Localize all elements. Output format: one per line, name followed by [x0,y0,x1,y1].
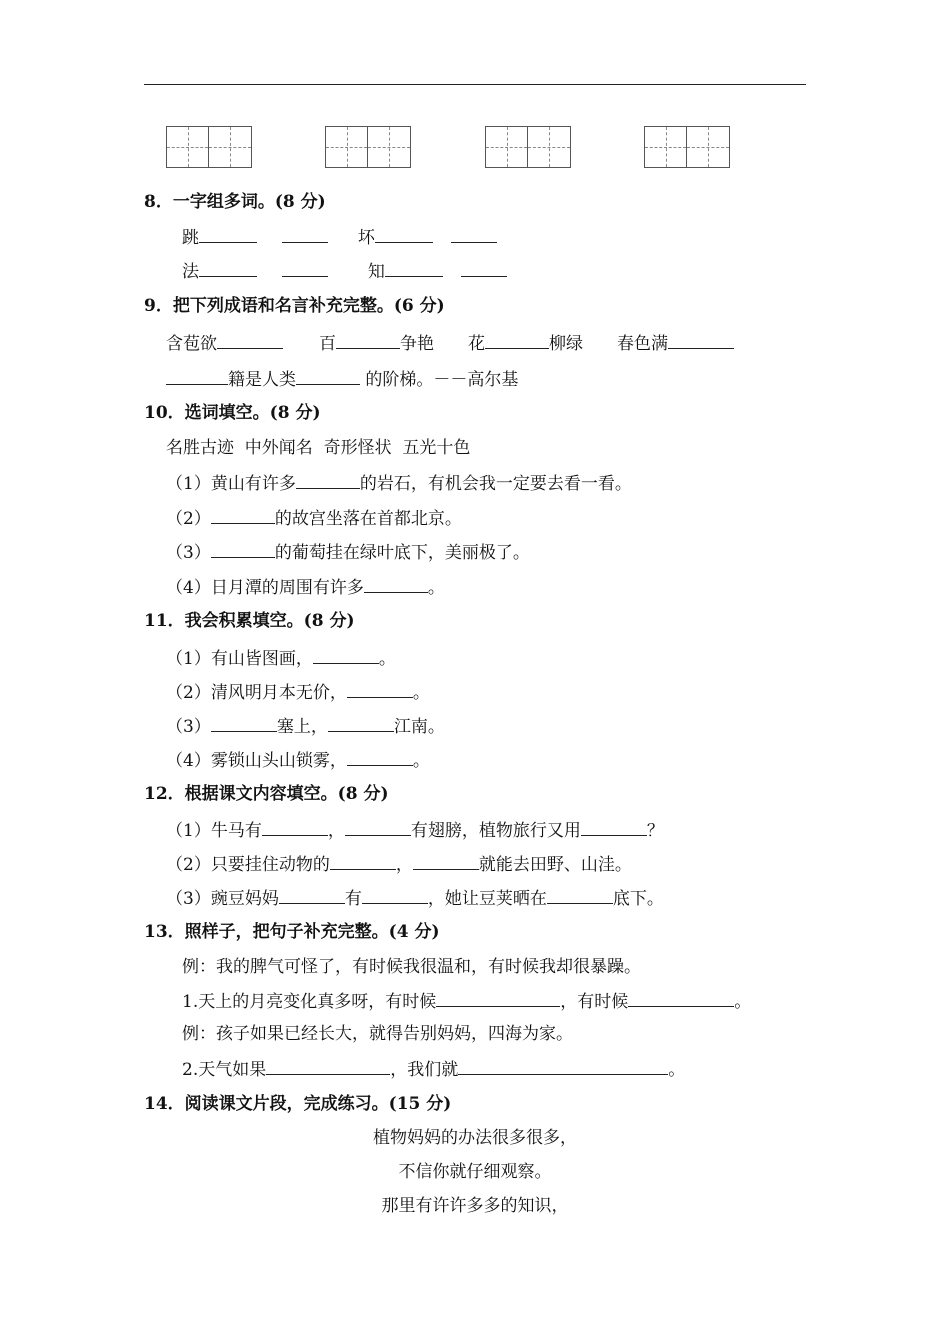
q13-example: 例：我的脾气可怪了，有时候我很温和，有时候我却很暴躁。 [182,957,641,977]
writing-grid[interactable] [644,126,730,168]
q11-title: 11．我会积累填空。(8 分) [144,611,355,631]
q13-sentence: 1.天上的月亮变化真多呀，有时候 ，有时候 。 [182,988,751,1014]
blank[interactable] [330,851,396,870]
blank[interactable] [385,258,443,277]
poem-line: 不信你就仔细观察。 [398,1162,552,1182]
blank[interactable] [199,258,257,277]
blank[interactable] [211,713,277,732]
q9-title: 9．把下列成语和名言补充完整。(6 分) [144,296,445,316]
poem-line: 植物妈妈的办法很多很多， [373,1128,577,1148]
blank[interactable] [347,679,413,698]
blank[interactable] [547,885,613,904]
blank[interactable] [211,539,275,558]
blank[interactable] [362,885,428,904]
q10-title: 10．选词填空。(8 分) [144,403,321,423]
blank[interactable] [282,224,328,243]
blank[interactable] [296,366,360,385]
q10-item: （1）黄山有许多 的岩石，有机会我一定要去看一看。 [166,470,632,496]
blank[interactable] [375,224,433,243]
blank[interactable] [413,851,479,870]
writing-grid[interactable] [166,126,252,168]
blank[interactable] [328,713,394,732]
blank[interactable] [217,330,283,349]
q8-title: 8．一字组多词。(8 分) [144,192,326,212]
blank[interactable] [266,1056,390,1075]
q14-title: 14．阅读课文片段，完成练习。(15 分) [144,1094,452,1114]
q8-row2: 法 知 [182,258,507,284]
q12-item: （2）只要挂住动物的 ， 就能去田野、山洼。 [166,851,632,877]
blank[interactable] [199,224,257,243]
blank[interactable] [461,258,507,277]
q13-sentence: 2.天气如果 ，我们就 。 [182,1056,685,1082]
blank[interactable] [581,817,647,836]
writing-grid[interactable] [325,126,411,168]
blank[interactable] [458,1056,668,1075]
blank[interactable] [262,817,328,836]
header-rule [144,84,806,85]
blank[interactable] [279,885,345,904]
blank[interactable] [485,330,549,349]
blank[interactable] [347,747,413,766]
writing-grid-row [0,126,950,168]
q13-title: 13．照样子，把句子补充完整。(4 分) [144,922,440,942]
q11-item: （4）雾锁山头山锁雾， 。 [166,747,430,773]
q12-item: （3）豌豆妈妈 有 ，她让豆荚晒在 底下。 [166,885,664,911]
q12-title: 12．根据课文内容填空。(8 分) [144,784,389,804]
q12-item: （1）牛马有 ， 有翅膀，植物旅行又用 ？ [166,817,664,843]
blank[interactable] [296,470,360,489]
blank[interactable] [451,224,497,243]
blank[interactable] [313,645,379,664]
q10-item: （3） 的葡萄挂在绿叶底下，美丽极了。 [166,539,530,565]
q9-idioms: 含苞欲 百 争艳 花 柳绿 春色满 [166,330,734,356]
q10-item: （2） 的故宫坐落在首都北京。 [166,505,462,531]
writing-grid[interactable] [485,126,571,168]
blank[interactable] [211,505,275,524]
q8-row1: 跳 坏 [182,224,497,250]
q11-item: （3） 塞上， 江南。 [166,713,445,739]
q9-quote: 籍是人类 的阶梯。－－高尔基 [166,366,518,392]
blank[interactable] [668,330,734,349]
blank[interactable] [364,574,428,593]
poem-line: 那里有许许多多的知识， [381,1196,569,1216]
q11-item: （2）清风明月本无价， 。 [166,679,430,705]
q11-item: （1）有山皆图画， 。 [166,645,396,671]
blank[interactable] [628,988,734,1007]
blank[interactable] [345,817,411,836]
blank[interactable] [282,258,328,277]
blank[interactable] [336,330,400,349]
blank[interactable] [436,988,560,1007]
q13-example: 例：孩子如果已经长大，就得告别妈妈，四海为家。 [182,1024,573,1044]
q10-item: （4）日月潭的周围有许多 。 [166,574,445,600]
q10-word-bank: 名胜古迹 中外闻名 奇形怪状 五光十色 [166,438,471,458]
blank[interactable] [166,366,228,385]
